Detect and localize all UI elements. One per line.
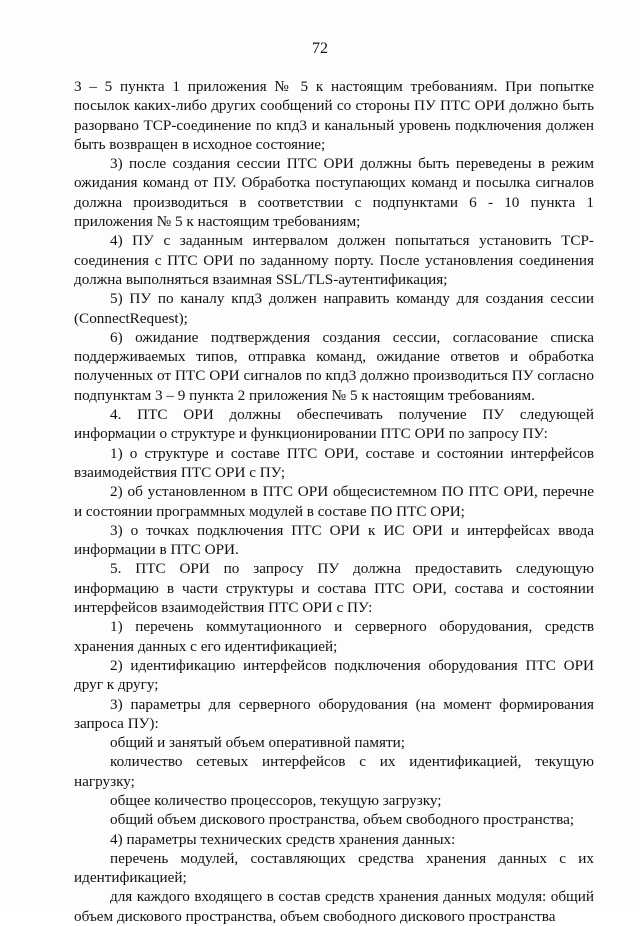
paragraph-item-3: 3) после создания сессии ПТС ОРИ должны быть переведены в режим ожидания команд от ПУ. Обработка поступающих команд и посылка сигналов должна производиться в соответствии с подпунктами 6 - 10 пункта 1 приложения № 5 к настоящим требованиям; bbox=[74, 155, 594, 231]
paragraph-subitem-disk: общий объем дискового пространства, объем свободного пространства; bbox=[110, 811, 575, 829]
paragraph-subitem-network: количество сетевых интерфейсов с их идентификацией, текущую нагрузку; bbox=[74, 753, 594, 790]
paragraph-section-5: 5. ПТС ОРИ по запросу ПУ должна предоставить следующую информацию в части структуры и состава ПТС ОРИ, состава и состоянии интерфейсов взаимодействия ПТС ОРИ с ПУ: bbox=[74, 560, 594, 617]
paragraph-section-4: 4. ПТС ОРИ должны обеспечивать получение ПУ следующей информации о структуре и функционировании ПТС ОРИ по запросу ПУ: bbox=[74, 406, 594, 443]
paragraph-subitem-memory: общий и занятый объем оперативной памяти; bbox=[110, 734, 405, 752]
page-number: 72 bbox=[312, 40, 328, 57]
document-body bbox=[74, 77, 594, 926]
paragraph-section-5-item-4: 4) параметры технических средств хранения данных: bbox=[110, 830, 456, 848]
paragraph-section-5-item-3: 3) параметры для серверного оборудования (на момент формирования запроса ПУ): bbox=[74, 695, 594, 732]
paragraph-subitem-module-disk: для каждого входящего в состав средств хранения данных модуля: общий объем дискового пространства, объем свободного дискового пространства bbox=[74, 888, 594, 925]
paragraph-item-5: 5) ПУ по каналу кпд3 должен направить команду для создания сессии (ConnectRequest); bbox=[74, 290, 594, 327]
paragraph-section-5-item-2: 2) идентификацию интерфейсов подключения оборудования ПТС ОРИ друг к другу; bbox=[74, 656, 594, 694]
paragraph-item-6: 6) ожидание подтверждения создания сессии, согласование списка поддерживаемых типов, отправка команд, ожидание ответов и обработка полученных от ПТС ОРИ сигналов по кпд3 должно производиться ПУ согласно подпунктам 3 – 9 пункта 2 приложения № 5 к настоящим требованиям. bbox=[74, 328, 594, 404]
paragraph-section-4-item-3: 3) о точках подключения ПТС ОРИ к ИС ОРИ и интерфейсах ввода информации в ПТС ОРИ. bbox=[74, 521, 594, 559]
paragraph-section-4-item-1: 1) о структуре и составе ПТС ОРИ, составе и состоянии интерфейсов взаимодействия ПТС ОРИ с ПУ; bbox=[74, 444, 594, 481]
paragraph-section-4-item-2: 2) об установленном в ПТС ОРИ общесистемном ПО ПТС ОРИ, перечне и состоянии программных модулей в составе ПО ПТС ОРИ; bbox=[74, 483, 594, 520]
paragraph-continuation: 3 – 5 пункта 1 приложения № 5 к настоящим требованиям. При попытке посылок каких-либо других сообщений со стороны ПУ ПТС ОРИ должно быть разорвано TCP-соединение по кпд3 и канальный уровень подключения должен быть возвращен в исходное состояние; bbox=[74, 78, 594, 153]
paragraph-subitem-modules: перечень модулей, составляющих средства хранения данных с их идентификацией; bbox=[74, 849, 594, 887]
paragraph-item-4: 4) ПУ с заданным интервалом должен попытаться установить TCP-соединения с ПТС ОРИ по заданному порту. После установления соединения должна выполняться взаимная SSL/TLS-аутентификация; bbox=[74, 232, 594, 288]
paragraph-section-5-item-1: 1) перечень коммутационного и серверного оборудования, средств хранения данных с его идентификацией; bbox=[74, 618, 594, 655]
paragraph-subitem-cpu: общее количество процессоров, текущую загрузку; bbox=[110, 791, 442, 809]
